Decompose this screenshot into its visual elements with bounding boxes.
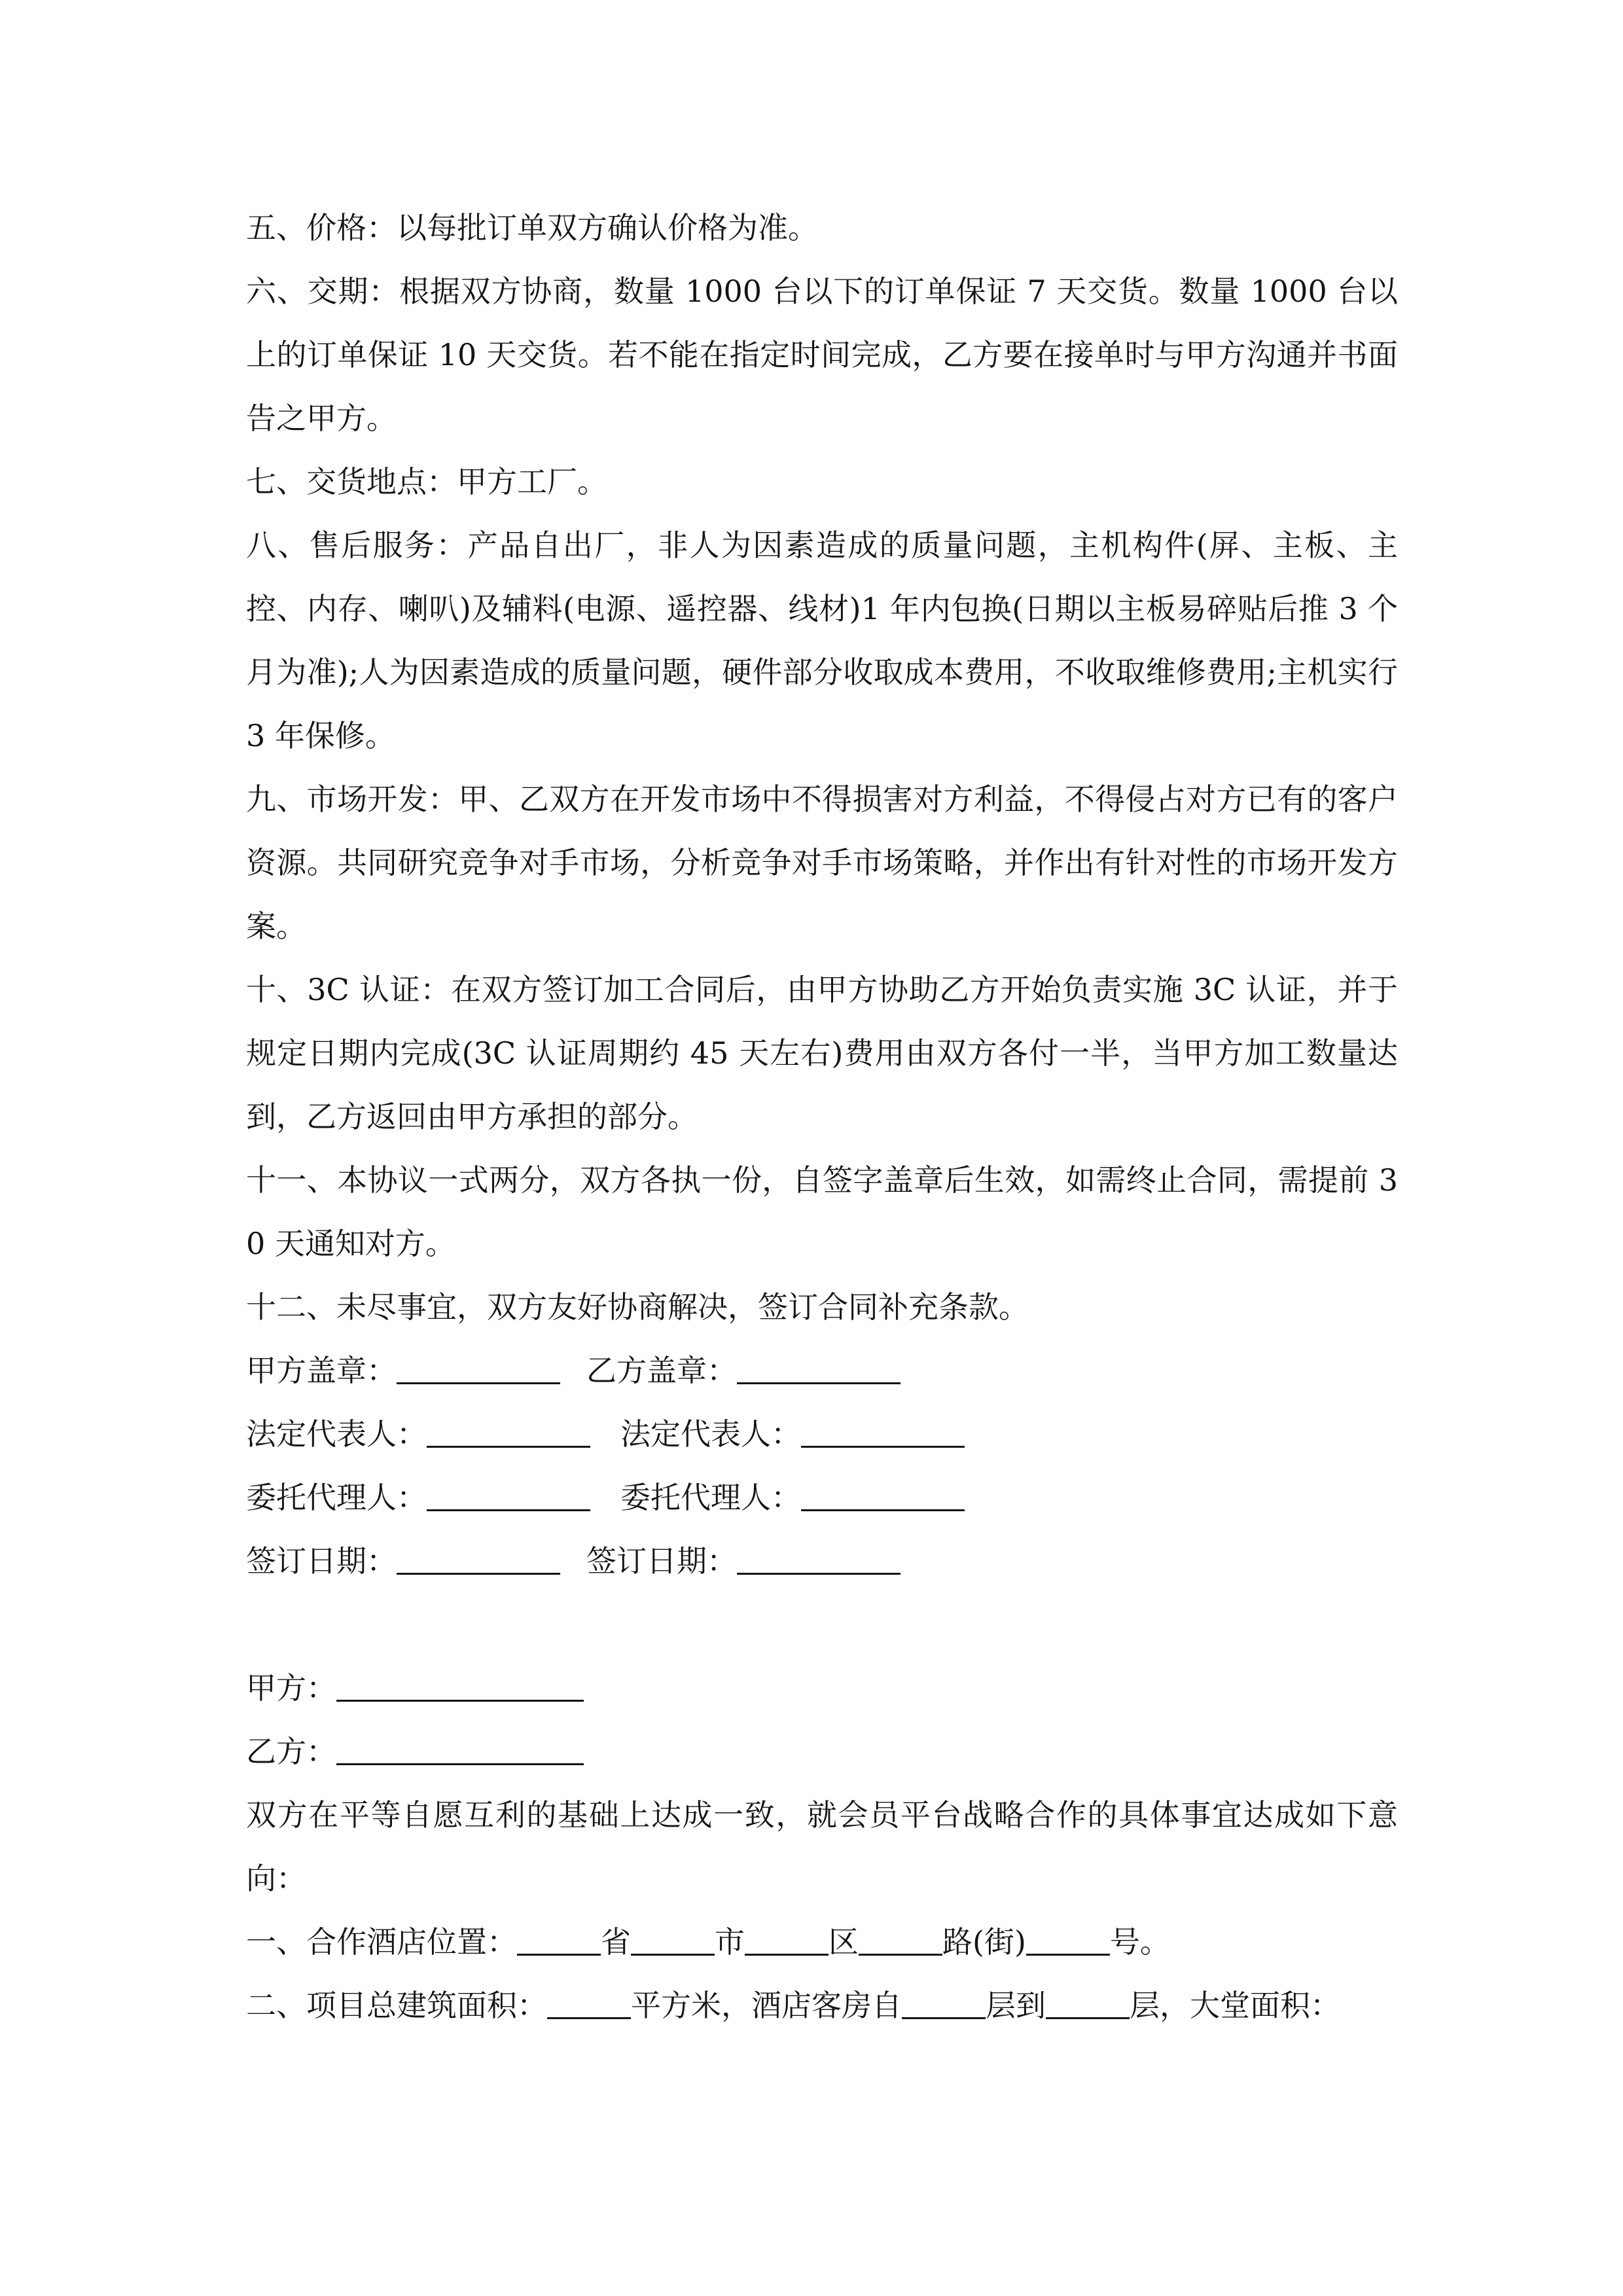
clause-copies-effectiveness: 十一、本协议一式两分，双方各执一份，自签字盖章后生效，如需终止合同，需提前 30 天通知对方。 [246,1162,1398,1261]
party-a-row [246,1657,1398,1720]
lobby-area-text: 层，大堂面积： [1130,1988,1340,2023]
document-body [246,196,1398,2037]
party-a-date-blank[interactable] [397,1530,560,1575]
clause-after-sales: 八、售后服务：产品自出厂，非人为因素造成的质量问题，主机构件(屏、主板、主控、内存、喇叭)及辅料(电源、遥控器、线材)1 年内包换(日期以主板易碎贴后推 3 个月为准);人为因素造成的质量问题，硬件部分收取成本费用，不收取维修费用;主机实行 3 年保修。 [246,528,1398,753]
clause-unresolved-matters: 十二、未尽事宜，双方友好协商解决，签订合同补充条款。 [246,1289,1029,1325]
party-b-agent-blank[interactable] [801,1466,965,1511]
clause-delivery-time: 六、交期：根据双方协商，数量 1000 台以下的订单保证 7 天交货。数量 1000 台以上的订单保证 10 天交货。若不能在指定时间完成，乙方要在接单时与甲方沟通并书面告之甲方。 [246,274,1398,436]
party-a-date-label: 签订日期： [246,1543,397,1579]
hotel-location-label: 一、合作酒店位置： [246,1924,517,1960]
intent-intro: 双方在平等自愿互利的基础上达成一致，就会员平台战略合作的具体事宜达成如下意向： [246,1797,1398,1896]
party-a-label: 甲方： [246,1670,336,1706]
clause-market-development: 九、市场开发：甲、乙双方在开发市场中不得损害对方利益，不得侵占对方已有的客户资源。共同研究竞争对手市场，分析竞争对手市场策略，并作出有针对性的市场开发方案。 [246,781,1398,944]
party-b-seal-blank[interactable] [737,1339,901,1384]
signature-row-date [246,1530,1398,1593]
party-b-date-label: 签订日期： [586,1543,737,1579]
district-unit: 区 [829,1924,859,1960]
clause-price: 五、价格：以每批订单双方确认价格为准。 [246,210,818,245]
city-blank[interactable] [631,1910,715,1956]
signature-row-seal [246,1339,1398,1403]
number-unit: 号。 [1109,1924,1170,1960]
party-b-seal-label: 乙方盖章： [586,1353,737,1388]
road-blank[interactable] [859,1910,942,1956]
party-a-name-blank[interactable] [336,1657,584,1702]
district-blank[interactable] [745,1910,829,1956]
item-hotel-location [246,1910,1398,1974]
clause-delivery-location: 七、交货地点：甲方工厂。 [246,464,607,499]
party-a-seal-blank[interactable] [397,1339,560,1384]
item-building-area [246,1974,1398,2037]
total-area-unit: 平方米，酒店客房自 [631,1988,902,2023]
province-blank[interactable] [517,1910,601,1956]
floor-to-text: 层到 [986,1988,1046,2023]
number-blank[interactable] [1026,1910,1110,1956]
party-a-agent-label: 委托代理人： [246,1480,427,1515]
party-a-seal-label: 甲方盖章： [246,1353,397,1388]
signature-row-legal-rep [246,1403,1398,1466]
party-b-row [246,1720,1398,1784]
total-area-blank[interactable] [547,1974,631,2019]
clause-3c-certification: 十、3C 认证：在双方签订加工合同后，由甲方协助乙方开始负责实施 3C 认证，并于规定日期内完成(3C 认证周期约 45 天左右)费用由双方各付一半，当甲方加工数量达到，乙方返回由甲方承担的部分。 [246,972,1398,1134]
party-a-legal-rep-label: 法定代表人： [246,1416,427,1452]
party-a-legal-rep-blank[interactable] [427,1403,590,1448]
party-b-name-blank[interactable] [336,1720,584,1765]
section-gap [246,1593,1398,1657]
party-b-legal-rep-label: 法定代表人： [620,1416,801,1452]
party-b-legal-rep-blank[interactable] [801,1403,965,1448]
floor-to-blank[interactable] [1046,1974,1130,2019]
party-b-label: 乙方： [246,1734,336,1769]
party-a-agent-blank[interactable] [427,1466,590,1511]
signature-row-agent [246,1466,1398,1530]
province-unit: 省 [601,1924,631,1960]
building-area-label: 二、项目总建筑面积： [246,1988,547,2023]
party-b-date-blank[interactable] [737,1530,901,1575]
floor-from-blank[interactable] [902,1974,986,2019]
city-unit: 市 [715,1924,745,1960]
road-unit: 路(街) [942,1924,1026,1960]
party-b-agent-label: 委托代理人： [620,1480,801,1515]
